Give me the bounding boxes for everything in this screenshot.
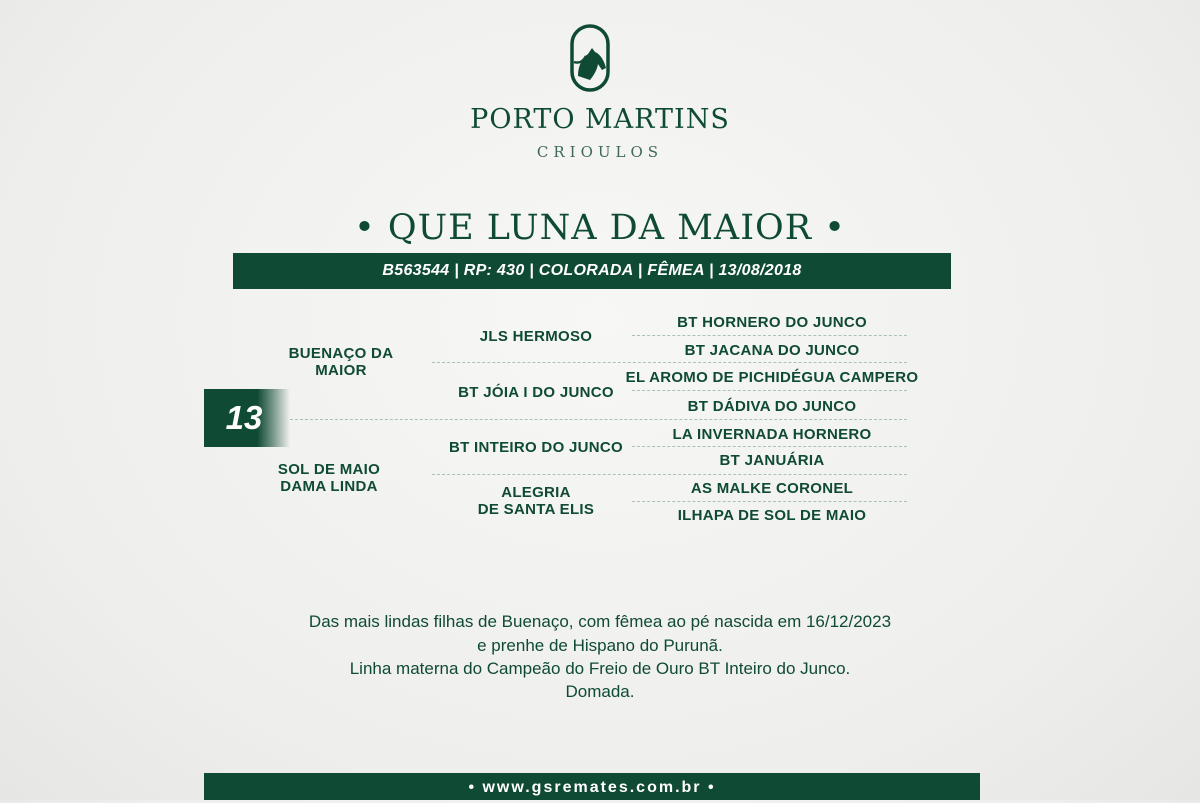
pedigree-dam-dam-line2: DE SANTA ELIS [477, 501, 595, 518]
pedigree-sd-dam: BT DÁDIVA DO JUNCO [687, 398, 857, 415]
footer-url[interactable]: • www.gsremates.com.br • [204, 773, 980, 800]
pedigree-sire-dam: BT JÓIA I DO JUNCO [458, 384, 614, 401]
description-line-3: Linha materna do Campeão do Freio de Ouro BT Inteiro do Junco. [349, 659, 851, 678]
pedigree-dam: SOL DE MAIO DAMA LINDA [277, 461, 381, 495]
pedigree-ds-sire: LA INVERNADA HORNERO [672, 426, 872, 443]
pedigree-line [632, 390, 907, 391]
pedigree-sire: BUENAÇO DA MAIOR [288, 345, 394, 379]
pedigree-line [632, 501, 907, 502]
pedigree-dd-sire: AS MALKE CORONEL [690, 480, 854, 497]
description-line-1: Das mais lindas filhas de Buenaço, com fêmea ao pé nascida em 16/12/2023 [308, 612, 892, 631]
brand-name: PORTO MARTINS [470, 104, 730, 135]
pedigree-ds-dam: BT JANUÁRIA [719, 452, 825, 469]
pedigree-sd-sire: EL AROMO DE PICHIDÉGUA CAMPERO [625, 369, 919, 386]
horse-title: • QUE LUNA DA MAIOR • [354, 208, 846, 248]
description-line-2: e prenhe de Hispano do Purunã. [477, 636, 723, 655]
description-line-4: Domada. [565, 682, 635, 701]
horse-info-bar: B563544 | RP: 430 | COLORADA | FÊMEA | 13/08/2018 [233, 253, 951, 289]
horse-head-icon [564, 22, 616, 94]
lot-badge [204, 389, 290, 447]
pedigree-ss-dam: BT JACANA DO JUNCO [684, 342, 860, 359]
lot-number: 13 [225, 399, 263, 436]
pedigree-dd-dam: ILHAPA DE SOL DE MAIO [677, 507, 867, 524]
pedigree-ss-sire: BT HORNERO DO JUNCO [677, 314, 867, 331]
pedigree-line [432, 474, 907, 475]
pedigree-line [632, 446, 907, 447]
pedigree-dam-sire: BT INTEIRO DO JUNCO [448, 439, 624, 456]
pedigree-sire-sire: JLS HERMOSO [479, 328, 593, 345]
pedigree-line [632, 335, 907, 336]
pedigree-line [432, 362, 907, 363]
pedigree-line [290, 419, 907, 420]
pedigree-dam-dam-line1: ALEGRIA [501, 484, 571, 501]
brand-subtitle: CRIOULOS [536, 143, 664, 161]
